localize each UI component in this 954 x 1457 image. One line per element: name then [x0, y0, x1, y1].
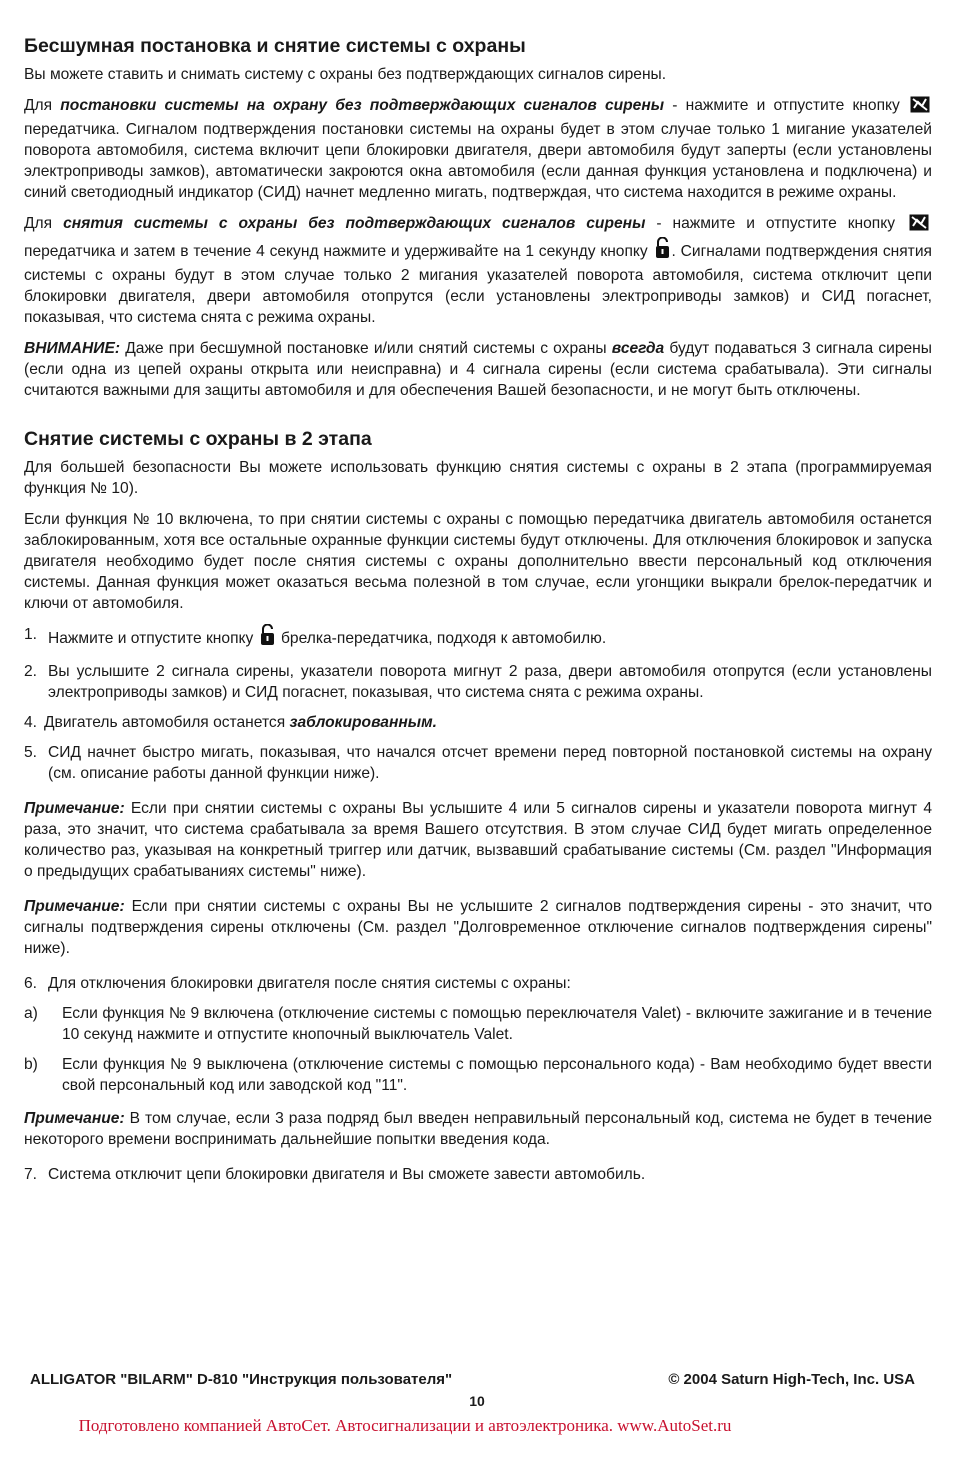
footer-copyright: © 2004 Saturn High-Tech, Inc. USA	[668, 1371, 915, 1388]
text: передатчика и затем в течение 4 секунд нажмите и удерживайте на 1 секунду кнопку	[24, 243, 653, 260]
text: - нажмите и отпустите кнопку	[645, 215, 907, 232]
paragraph	[24, 95, 932, 203]
text: будут подаваться 3 сигнала сирены (если одна из цепей охраны открыта или неисправна) и 4 сигнала сирены (если система срабатывала). Эти сигналы считаются важными для защиты автомобиля и для обеспечения Вашей безопасности, и не могут быть отключены.	[24, 340, 933, 399]
text: - нажмите и отпустите кнопку	[664, 97, 908, 114]
list-text	[44, 712, 932, 733]
text: Для	[24, 97, 61, 114]
list-number: 2.	[24, 663, 38, 680]
section-title: Снятие системы с охраны в 2 этапа	[24, 428, 372, 450]
promo-line	[0, 1416, 810, 1436]
section-title: Бесшумная постановка и снятие системы с охраны	[24, 35, 526, 57]
text: Нажмите и отпустите кнопку	[48, 630, 258, 647]
text: передатчика. Сигналом подтверждения постановки системы на охраны будет в этом случае только 1 мигание указателей поворота автомобиля, система включит цепи блокировки двигателя, двери автомобиля будут заперты (если установлены электроприводы замков), автоматически закроются окна автомобиля (если данная функция установлена и подключена) и синий светодиодный индикатор (СИД) начнет медленно мигать, подтверждая, что система находится в режиме охраны.	[24, 121, 932, 201]
paragraph: Если функция № 10 включена, то при снятии системы с охраны с помощью передатчика двигатель автомобиля останется заблокированным, хотя все остальные охранные функции системы будут отключены. Для отключения блокировок и запуска двигателя необходимо будет после снятия системы с охраны дополнительно ввести персональный код отключения системы. Данная функция может оказаться весьма полезной в том случае, если угонщики выкрали брелок-передатчик и ключи от автомобиля.	[24, 511, 932, 612]
list-number: 6.	[24, 975, 38, 992]
promo-link[interactable]: www.AutoSet.ru	[617, 1416, 732, 1435]
list-text	[48, 624, 932, 652]
warning-paragraph	[24, 338, 932, 401]
list-number: 7.	[24, 1166, 38, 1183]
paragraph: Для большей безопасности Вы можете использовать функцию снятия системы с охраны в 2 этапа (программируемая функция № 10).	[24, 459, 932, 497]
list-text: Для отключения блокировки двигателя после снятия системы с охраны:	[48, 975, 571, 992]
mute-arm-icon	[908, 214, 930, 237]
list-item	[24, 1164, 932, 1185]
text: Даже при бесшумной постановке и/или снятий системы с охраны	[120, 340, 612, 357]
list-text: СИД начнет быстро мигать, показывая, что начался отсчет времени перед повторной постановкой системы на охрану (см. описание работы данной функции ниже).	[48, 744, 932, 782]
note-label: Примечание:	[24, 898, 125, 915]
list-item	[24, 624, 932, 652]
page-content	[24, 34, 932, 1194]
text: Двигатель автомобиля останется	[44, 714, 290, 731]
list-item	[24, 1054, 932, 1096]
text: брелка-передатчика, подходя к автомобилю.	[276, 630, 607, 647]
emphasis-text: постановки системы на охрану без подтверждающих сигналов сирены	[60, 97, 665, 114]
mute-arm-icon	[910, 96, 930, 119]
unlock-padlock-icon	[655, 237, 670, 265]
list-text: Вы услышите 2 сигнала сирены, указатели поворота мигнут 2 раза, двери автомобиля отопрутся (если установлены электроприводы замков) и СИД погаснет, показывая, что система снята с режима охраны.	[48, 663, 932, 701]
note-label: Примечание:	[24, 1110, 125, 1127]
emphasis-text: снятия системы с охраны без подтверждающих сигналов сирены	[63, 215, 646, 232]
list-text: Если функция № 9 включена (отключение системы с помощью переключателя Valet) - включите зажигание и в течение 10 секунд нажмите и отпустите кнопочный выключатель Valet.	[62, 1005, 932, 1043]
list-letter: a)	[24, 1005, 38, 1022]
list-item	[24, 1003, 932, 1045]
emphasis-text: заблокированным.	[289, 714, 437, 731]
list-item	[24, 973, 932, 994]
footer-document-title: ALLIGATOR "BILARM" D-810 "Инструкция пользователя"	[30, 1371, 453, 1388]
promo-text: Подготовлено компанией АвтоСет. Автосигнализации и автоэлектроника.	[78, 1416, 618, 1435]
text: . Сигналами подтверждения снятия системы с охраны будут в этом случае только 2 мигания указателей поворота автомобиля, система отключит цепи блокировки двигателя, двери автомобиля отопрутся (если установлены электроприводы замков) и СИД погаснет, показывая, что система снята с режима охраны.	[24, 243, 932, 326]
list-number: 5.	[24, 744, 38, 761]
note-paragraph	[24, 1108, 932, 1150]
list-letter: b)	[24, 1056, 38, 1073]
list-text: Если функция № 9 выключена (отключение системы с помощью персонального кода) - Вам необходимо будет ввести свой персональный код или заводской код "11".	[62, 1056, 932, 1094]
note-label: Примечание:	[24, 800, 125, 817]
unlock-padlock-icon	[260, 624, 275, 652]
list-item	[24, 742, 932, 784]
text: Если при снятии системы с охраны Вы услышите 4 или 5 сигналов сирены и указатели поворота мигнут 4 раза, это значит, что система срабатывала за время Вашего отсутствия. В этом случае СИД будет мигать определенное количество раз, указывая на конкретный триггер или датчик, вызвавший срабатывание системы (См. раздел "Информация о предыдущих срабатываниях системы" ниже).	[24, 800, 932, 880]
emphasis-text: всегда	[611, 340, 665, 357]
note-paragraph	[24, 798, 932, 882]
paragraph	[24, 213, 932, 328]
list-text: Система отключит цепи блокировки двигателя и Вы сможете завести автомобиль.	[48, 1166, 646, 1183]
list-number: 4.	[24, 714, 38, 731]
list-item	[24, 712, 932, 733]
text: Если при снятии системы с охраны Вы не услышите 2 сигналов подтверждения сирены - это значит, что сигналы подтверждения сирены отключены (См. раздел "Долговременное отключение сигналов подтверждения сирены" ниже).	[24, 898, 932, 957]
page-number: 10	[469, 1393, 485, 1409]
text: Для	[24, 215, 64, 232]
paragraph: Вы можете ставить и снимать систему с охраны без подтверждающих сигналов сирены.	[24, 66, 667, 83]
warning-label: ВНИМАНИЕ:	[24, 340, 121, 357]
note-paragraph	[24, 896, 932, 959]
list-number: 1.	[24, 626, 38, 643]
list-item	[24, 661, 932, 703]
text: В том случае, если 3 раза подряд был введен неправильный персональный код, система не будет в течение некоторого времени воспринимать дальнейшие попытки введения кода.	[24, 1110, 932, 1148]
